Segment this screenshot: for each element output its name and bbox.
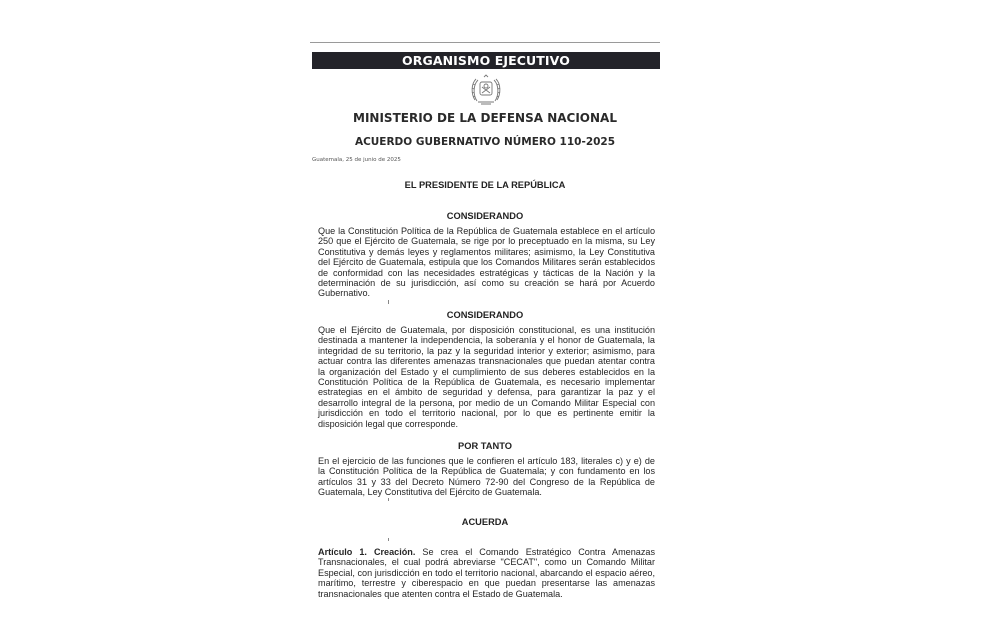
article-1-text: Se crea el Comando Estratégico Contra Amenazas Transnacionales, el cual podrá abreviarse "CECAT", como un Comando Militar Especial, con jurisdicción en todo el territorio nacional, abarcando el espacio aéreo, marítimo, terrestre y ciberespacio en que puedan presentarse las amenazas transnacionales que atenten contra el Estado de Guatemala. <box>318 547 655 599</box>
scan-mark <box>388 498 389 501</box>
por-tanto-text: En el ejercicio de las funciones que le confieren el artículo 183, literales c) y e) de la Constitución Política de la República de Guatemala; y con fundamento en los artículos 31 y 33 del Decreto Número 72-90 del Congreso de la República de Guatemala, Ley Constitutiva del Ejército de Guatemala. <box>318 456 655 498</box>
ministry-title: MINISTERIO DE LA DEFENSA NACIONAL <box>353 111 617 125</box>
por-tanto-heading: POR TANTO <box>458 441 512 451</box>
organismo-ejecutivo-banner: ORGANISMO EJECUTIVO <box>312 52 660 69</box>
decree-date: Guatemala, 25 de junio de 2025 <box>312 157 401 163</box>
considerando-2-heading: CONSIDERANDO <box>446 310 524 320</box>
scan-mark <box>388 300 389 304</box>
scan-mark <box>388 538 389 541</box>
decree-number: ACUERDO GUBERNATIVO NÚMERO 110-2025 <box>354 136 616 148</box>
top-rule <box>310 42 660 43</box>
acuerda-heading: ACUERDA <box>461 517 509 527</box>
issuer-heading: EL PRESIDENTE DE LA REPÚBLICA <box>404 180 566 190</box>
guatemala-coat-of-arms-icon <box>468 72 504 108</box>
article-1 <box>318 547 655 599</box>
considerando-1-text: Que la Constitución Política de la República de Guatemala establece en el artículo 250 que el Ejército de Guatemala, se rige por lo preceptuado en la misma, su Ley Constitutiva y demás leyes y reglamentos militares; asimismo, la Ley Constitutiva del Ejército de Guatemala, estipula que los Comandos Militares serán establecidos de conformidad con las necesidades estratégicas y tácticas de la Nación y la determinación de su jurisdicción, así como su creación se hará por Acuerdo Gubernativo. <box>318 226 655 299</box>
considerando-1-heading: CONSIDERANDO <box>446 211 524 221</box>
considerando-2-text: Que el Ejército de Guatemala, por disposición constitucional, es una institución destinada a mantener la independencia, la soberanía y el honor de Guatemala, la integridad de su territorio, la paz y la seguridad interior y exterior; asimismo, para actuar contra las diferentes amenazas transnacionales que puedan atentar contra la organización del Estado y el cumplimiento de sus deberes establecidos en la Constitución Política de la República de Guatemala, es necesario implementar estrategias en el ámbito de seguridad y defensa, para garantizar la paz y el desarrollo integral de la persona, por medio de un Comando Militar Especial con jurisdicción en todo el territorio nacional, por lo que es pertinente emitir la disposición legal que corresponde. <box>318 325 655 429</box>
article-1-label: Artículo 1. Creación. <box>318 547 416 557</box>
